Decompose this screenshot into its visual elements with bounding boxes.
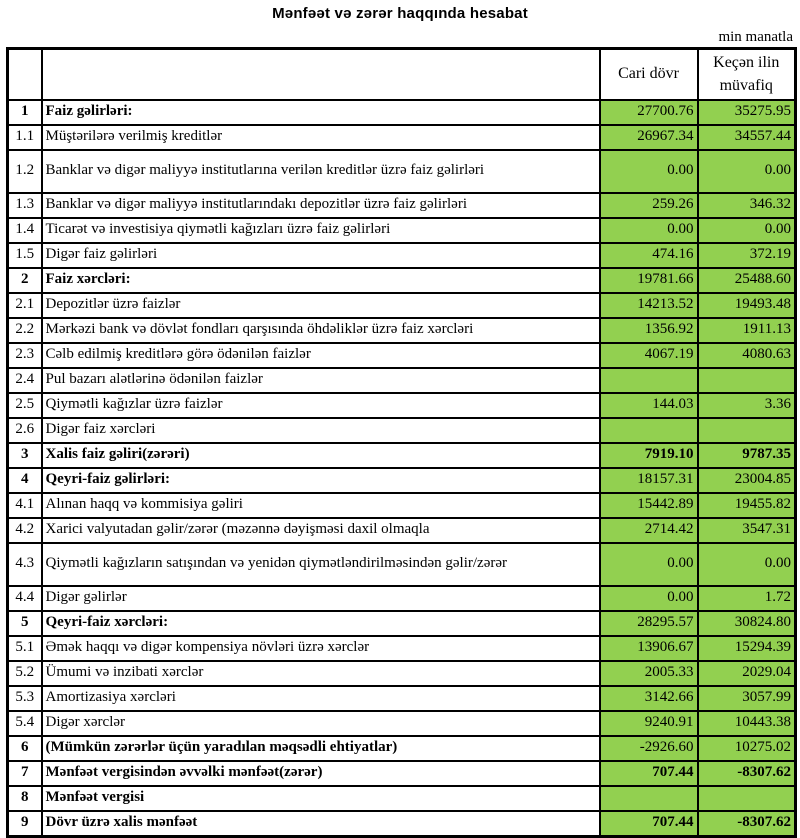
row-label: Mərkəzi bank və dövlət fondları qarşısında öhdəliklər üzrə faiz xərcləri bbox=[42, 318, 600, 343]
row-label: (Mümkün zərərlər üçün yaradılan məqsədli ehtiyatlar) bbox=[42, 736, 600, 761]
row-number: 2.4 bbox=[8, 368, 42, 393]
pnl-table bbox=[6, 47, 797, 838]
table-row bbox=[8, 786, 796, 811]
table-row bbox=[8, 586, 796, 611]
current-period-value: 18157.31 bbox=[600, 468, 698, 493]
table-body bbox=[8, 100, 796, 837]
current-period-value: 2005.33 bbox=[600, 661, 698, 686]
row-label: Qiymətli kağızlar üzrə faizlər bbox=[42, 393, 600, 418]
table-row bbox=[8, 811, 796, 837]
row-number: 2.1 bbox=[8, 293, 42, 318]
previous-period-value: 3057.99 bbox=[698, 686, 796, 711]
row-label: Xarici valyutadan gəlir/zərər (məzənnə dəyişməsi daxil olmaqla bbox=[42, 518, 600, 543]
table-row bbox=[8, 318, 796, 343]
row-number: 8 bbox=[8, 786, 42, 811]
table-row bbox=[8, 518, 796, 543]
column-header-previous-period: Keçən ilin müvafiq bbox=[698, 48, 796, 100]
previous-period-value: 10443.38 bbox=[698, 711, 796, 736]
current-period-value bbox=[600, 368, 698, 393]
current-period-value bbox=[600, 786, 698, 811]
previous-period-value: 3547.31 bbox=[698, 518, 796, 543]
row-number: 1 bbox=[8, 100, 42, 125]
row-label: Cəlb edilmiş kreditlərə görə ödənilən faizlər bbox=[42, 343, 600, 368]
table-row bbox=[8, 443, 796, 468]
current-period-value: 13906.67 bbox=[600, 636, 698, 661]
table-row bbox=[8, 493, 796, 518]
row-label: Mənfəət vergisi bbox=[42, 786, 600, 811]
table-row bbox=[8, 543, 796, 586]
row-label: Əmək haqqı və digər kompensiya növləri üzrə xərclər bbox=[42, 636, 600, 661]
previous-period-value: 1911.13 bbox=[698, 318, 796, 343]
table-row bbox=[8, 686, 796, 711]
table-row bbox=[8, 100, 796, 125]
previous-period-value: 19455.82 bbox=[698, 493, 796, 518]
current-period-value: 27700.76 bbox=[600, 100, 698, 125]
previous-period-value: 9787.35 bbox=[698, 443, 796, 468]
row-number: 5 bbox=[8, 611, 42, 636]
current-period-value bbox=[600, 418, 698, 443]
table-row bbox=[8, 393, 796, 418]
table-row bbox=[8, 636, 796, 661]
row-number: 3 bbox=[8, 443, 42, 468]
current-period-value: 1356.92 bbox=[600, 318, 698, 343]
current-period-value: 26967.34 bbox=[600, 125, 698, 150]
table-row bbox=[8, 418, 796, 443]
row-label: Faiz gəlirləri: bbox=[42, 100, 600, 125]
row-label: Depozitlər üzrə faizlər bbox=[42, 293, 600, 318]
table-row bbox=[8, 468, 796, 493]
report-title: Mənfəət və zərər haqqında hesabat bbox=[272, 5, 528, 22]
row-number: 4.4 bbox=[8, 586, 42, 611]
row-number: 1.1 bbox=[8, 125, 42, 150]
row-label: Ümumi və inzibati xərclər bbox=[42, 661, 600, 686]
row-label: Digər gəlirlər bbox=[42, 586, 600, 611]
report-page bbox=[6, 0, 794, 838]
previous-period-value: 30824.80 bbox=[698, 611, 796, 636]
table-row bbox=[8, 243, 796, 268]
table-row bbox=[8, 193, 796, 218]
row-number: 2.5 bbox=[8, 393, 42, 418]
row-number: 1.5 bbox=[8, 243, 42, 268]
previous-period-value: 15294.39 bbox=[698, 636, 796, 661]
row-label: Xalis faiz gəliri(zərəri) bbox=[42, 443, 600, 468]
table-row bbox=[8, 611, 796, 636]
row-number: 5.1 bbox=[8, 636, 42, 661]
row-number: 1.2 bbox=[8, 150, 42, 193]
row-label: Qeyri-faiz gəlirləri: bbox=[42, 468, 600, 493]
previous-period-value: 4080.63 bbox=[698, 343, 796, 368]
table-row bbox=[8, 711, 796, 736]
row-number: 2.2 bbox=[8, 318, 42, 343]
current-period-value: 474.16 bbox=[600, 243, 698, 268]
previous-period-value: 25488.60 bbox=[698, 268, 796, 293]
previous-period-value: 3.36 bbox=[698, 393, 796, 418]
table-row bbox=[8, 150, 796, 193]
row-number: 2 bbox=[8, 268, 42, 293]
table-row bbox=[8, 293, 796, 318]
previous-period-value: 34557.44 bbox=[698, 125, 796, 150]
previous-period-value: 372.19 bbox=[698, 243, 796, 268]
previous-period-value: 19493.48 bbox=[698, 293, 796, 318]
previous-period-value: 0.00 bbox=[698, 150, 796, 193]
row-number: 9 bbox=[8, 811, 42, 837]
row-label: Amortizasiya xərcləri bbox=[42, 686, 600, 711]
previous-period-value: 23004.85 bbox=[698, 468, 796, 493]
previous-period-value: 2029.04 bbox=[698, 661, 796, 686]
previous-period-value: -8307.62 bbox=[698, 761, 796, 786]
current-period-value: 0.00 bbox=[600, 218, 698, 243]
previous-period-value: 0.00 bbox=[698, 218, 796, 243]
current-period-value: 0.00 bbox=[600, 543, 698, 586]
row-number: 5.3 bbox=[8, 686, 42, 711]
row-number: 7 bbox=[8, 761, 42, 786]
row-number: 4.2 bbox=[8, 518, 42, 543]
row-number: 1.4 bbox=[8, 218, 42, 243]
row-label: Banklar və digər maliyyə institutlarındakı depozitlər üzrə faiz gəlirləri bbox=[42, 193, 600, 218]
current-period-value: 19781.66 bbox=[600, 268, 698, 293]
table-row bbox=[8, 218, 796, 243]
current-period-value: 9240.91 bbox=[600, 711, 698, 736]
current-period-value: 144.03 bbox=[600, 393, 698, 418]
row-number: 2.3 bbox=[8, 343, 42, 368]
previous-period-value: -8307.62 bbox=[698, 811, 796, 837]
row-label: Digər xərclər bbox=[42, 711, 600, 736]
current-period-value: 707.44 bbox=[600, 761, 698, 786]
row-label: Banklar və digər maliyyə institutlarına verilən kreditlər üzrə faiz gəlirləri bbox=[42, 150, 600, 193]
previous-period-value bbox=[698, 418, 796, 443]
row-label: Qiymətli kağızların satışından və yenidən qiymətləndirilməsindən gəlir/zərər bbox=[42, 543, 600, 586]
row-label: Digər faiz xərcləri bbox=[42, 418, 600, 443]
row-number: 5.4 bbox=[8, 711, 42, 736]
column-header-number bbox=[8, 48, 42, 100]
table-row bbox=[8, 661, 796, 686]
row-number: 5.2 bbox=[8, 661, 42, 686]
row-number: 6 bbox=[8, 736, 42, 761]
row-label: Pul bazarı alətlərinə ödənilən faizlər bbox=[42, 368, 600, 393]
previous-period-value: 346.32 bbox=[698, 193, 796, 218]
table-row bbox=[8, 761, 796, 786]
row-number: 4.3 bbox=[8, 543, 42, 586]
row-label: Digər faiz gəlirləri bbox=[42, 243, 600, 268]
row-number: 2.6 bbox=[8, 418, 42, 443]
current-period-value: 0.00 bbox=[600, 150, 698, 193]
previous-period-value: 35275.95 bbox=[698, 100, 796, 125]
table-row bbox=[8, 368, 796, 393]
current-period-value: 259.26 bbox=[600, 193, 698, 218]
current-period-value: 14213.52 bbox=[600, 293, 698, 318]
row-label: Dövr üzrə xalis mənfəət bbox=[42, 811, 600, 837]
row-label: Ticarət və investisiya qiymətli kağızları üzrə faiz gəlirləri bbox=[42, 218, 600, 243]
row-label: Alınan haqq və kommisiya gəliri bbox=[42, 493, 600, 518]
current-period-value: 15442.89 bbox=[600, 493, 698, 518]
row-label: Müştərilərə verilmiş kreditlər bbox=[42, 125, 600, 150]
previous-period-value bbox=[698, 368, 796, 393]
table-row bbox=[8, 125, 796, 150]
row-label: Faiz xərcləri: bbox=[42, 268, 600, 293]
current-period-value: 3142.66 bbox=[600, 686, 698, 711]
row-number: 4 bbox=[8, 468, 42, 493]
row-label: Qeyri-faiz xərcləri: bbox=[42, 611, 600, 636]
row-number: 4.1 bbox=[8, 493, 42, 518]
previous-period-value: 0.00 bbox=[698, 543, 796, 586]
table-row bbox=[8, 736, 796, 761]
column-header-label bbox=[42, 48, 600, 100]
row-number: 1.3 bbox=[8, 193, 42, 218]
table-header-row bbox=[8, 48, 796, 100]
table-row bbox=[8, 343, 796, 368]
column-header-current-period: Cari dövr bbox=[600, 48, 698, 100]
table-row bbox=[8, 268, 796, 293]
units-note: min manatla bbox=[718, 29, 793, 45]
current-period-value: 2714.42 bbox=[600, 518, 698, 543]
row-label: Mənfəət vergisindən əvvəlki mənfəət(zərər) bbox=[42, 761, 600, 786]
previous-period-value bbox=[698, 786, 796, 811]
current-period-value: 28295.57 bbox=[600, 611, 698, 636]
current-period-value: 7919.10 bbox=[600, 443, 698, 468]
current-period-value: 0.00 bbox=[600, 586, 698, 611]
current-period-value: -2926.60 bbox=[600, 736, 698, 761]
current-period-value: 707.44 bbox=[600, 811, 698, 837]
previous-period-value: 10275.02 bbox=[698, 736, 796, 761]
current-period-value: 4067.19 bbox=[600, 343, 698, 368]
previous-period-value: 1.72 bbox=[698, 586, 796, 611]
